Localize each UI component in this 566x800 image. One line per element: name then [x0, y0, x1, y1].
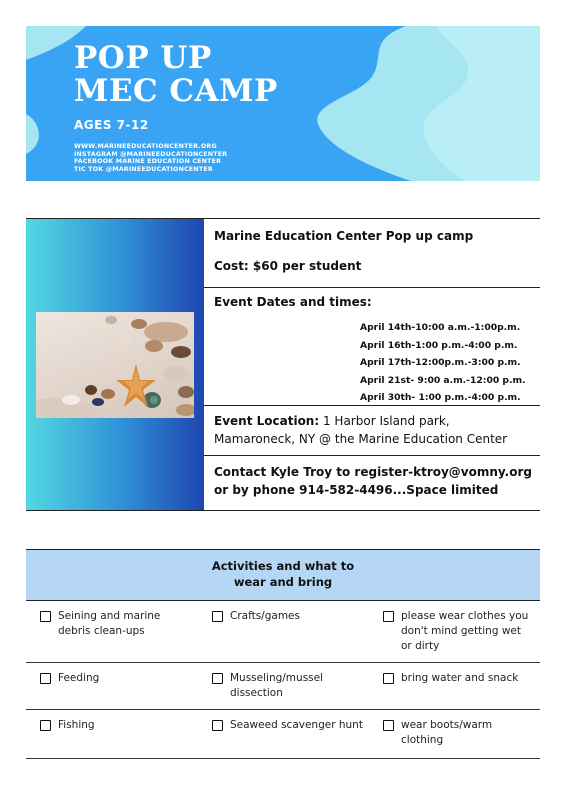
seashells-photo	[36, 312, 194, 418]
contact-cell	[204, 456, 540, 510]
gradient-panel	[26, 219, 204, 510]
website-link[interactable]: WWW.MARINEEDUCATIONCENTER.ORG	[74, 143, 217, 150]
activities-header-line-2: wear and bring	[233, 575, 333, 589]
dates-label: Event Dates and times:	[214, 295, 372, 309]
instagram-link[interactable]: INSTAGRAM @MARINEEDUCATIONCENTER	[74, 150, 228, 158]
checkbox[interactable]	[383, 673, 394, 684]
date-item: April 14th-10:00 a.m.-1:00p.m.	[360, 322, 521, 333]
checkbox[interactable]	[40, 611, 51, 622]
cost-text: Cost: $60 per student	[214, 259, 362, 273]
checklist-label: Seaweed scavenger hunt	[230, 719, 363, 731]
checklist-label: Seining and marine debris clean-ups	[58, 610, 161, 637]
activities-row	[26, 663, 540, 710]
facebook-link[interactable]: FACEBOOK MARINE EDUCATION CENTER	[74, 158, 222, 166]
dates-cell	[204, 288, 540, 406]
checklist-label: wear boots/warm clothing	[401, 719, 493, 746]
ages-label: AGES 7-12	[74, 118, 149, 132]
social-links	[74, 143, 227, 173]
contact-text: Contact Kyle Troy to register-ktroy@vomny.org or by phone 914-582-4496...Space limited	[214, 465, 532, 497]
event-details	[204, 219, 540, 510]
title-line-2: MEC CAMP	[74, 73, 278, 109]
checkbox[interactable]	[40, 720, 51, 731]
date-item: April 21st- 9:00 a.m.-12:00 p.m.	[360, 374, 526, 386]
checklist-label: Crafts/games	[230, 610, 300, 622]
date-item: April 16th-1:00 p.m.-4:00 p.m.	[360, 339, 518, 351]
header-banner	[26, 26, 540, 181]
checklist-label: bring water and snack	[401, 672, 519, 684]
checkbox[interactable]	[383, 611, 394, 622]
activities-row	[26, 710, 540, 759]
event-info-table	[26, 218, 540, 511]
page-title	[74, 42, 278, 108]
checklist-label: Feeding	[58, 672, 100, 684]
checkbox[interactable]	[383, 720, 394, 731]
location-cell	[204, 406, 540, 456]
activities-row	[26, 601, 540, 663]
checklist-label: Musseling/mussel dissection	[230, 672, 324, 699]
dates-list	[360, 319, 526, 407]
location-label: Event Location:	[214, 414, 320, 428]
activities-header-line-1: Activities and what to	[211, 559, 355, 573]
tiktok-link[interactable]: TIC TOK @MARINEEDUCATIONCENTER	[74, 165, 213, 173]
location-text	[214, 412, 534, 448]
title-line-1: POP UP	[74, 40, 212, 76]
checkbox[interactable]	[212, 720, 223, 731]
checkbox[interactable]	[40, 673, 51, 684]
checklist-label: Fishing	[58, 719, 95, 731]
date-item: April 30th- 1:00 p.m.-4:00 p.m.	[360, 392, 521, 403]
date-item: April 17th-12:00p.m.-3:00 p.m.	[360, 357, 521, 368]
camp-cost-cell	[204, 219, 540, 288]
activities-header	[26, 549, 540, 601]
camp-name: Marine Education Center Pop up camp	[214, 229, 474, 243]
checkbox[interactable]	[212, 673, 223, 684]
checkbox[interactable]	[212, 611, 223, 622]
location-address: 1 Harbor Island park, Mamaroneck, NY @ the Marine Education Center	[214, 414, 508, 446]
checklist-label: please wear clothes you don't mind getting wet or dirty	[401, 610, 529, 652]
